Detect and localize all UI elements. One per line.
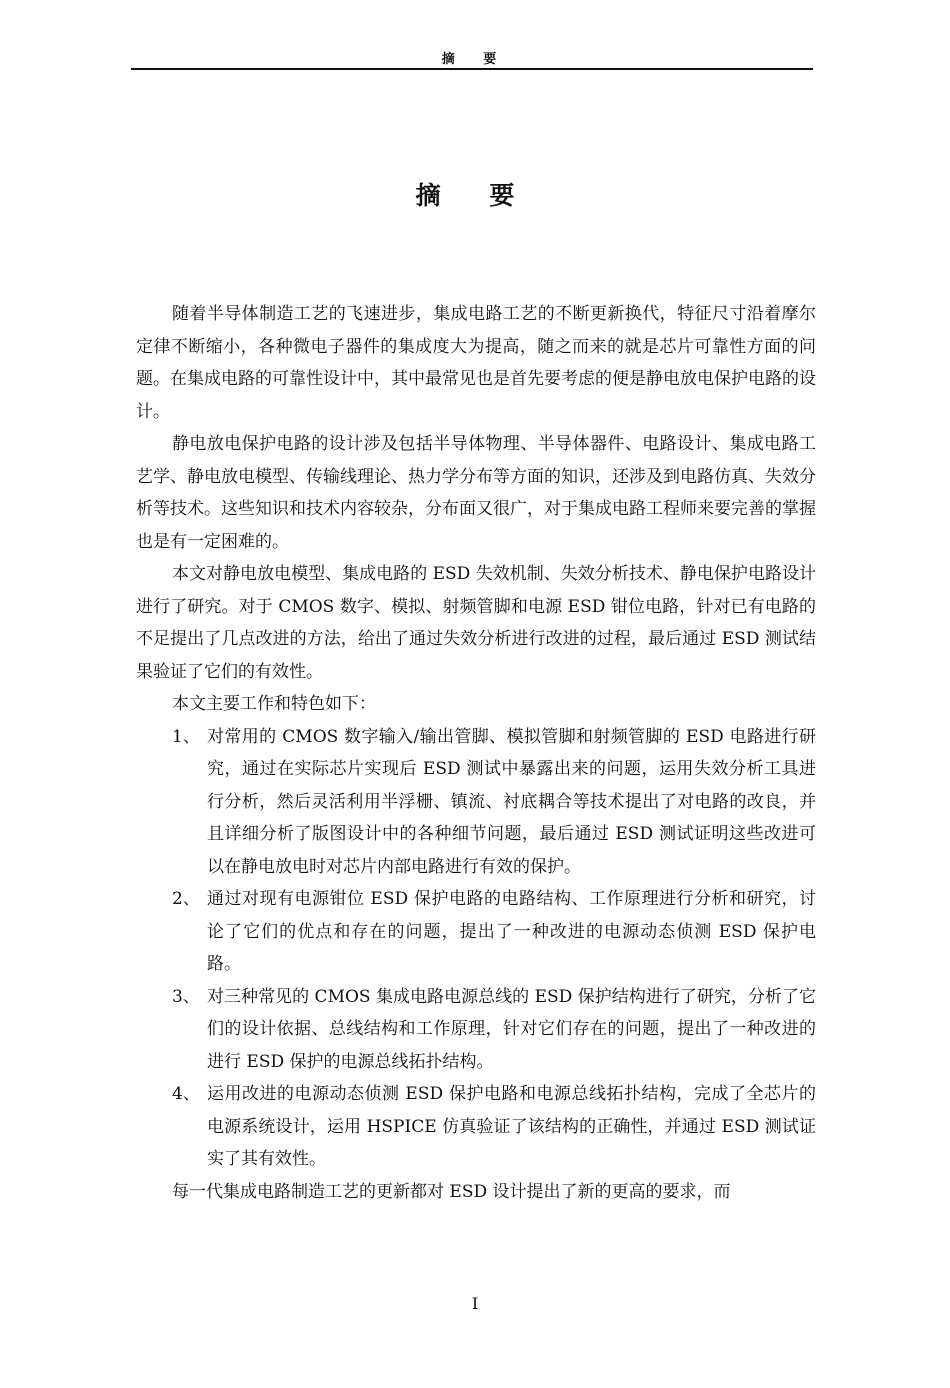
list-text: 通过对现有电源钳位 ESD 保护电路的电路结构、工作原理进行分析和研究，讨论了它们的优点和存在的问题，提出了一种改进的电源动态侦测 ESD 保护电路。	[207, 889, 816, 974]
list-number: 3、	[172, 986, 200, 1007]
list-item	[136, 1078, 816, 1176]
paragraph: 静电放电保护电路的设计涉及包括半导体物理、半导体器件、电路设计、集成电路工艺学、静电放电模型、传输线理论、热力学分布等方面的知识，还涉及到电路仿真、失效分析等技术。这些知识和技术内容较杂，分布面又很广，对于集成电路工程师来要完善的掌握也是有一定困难的。	[136, 434, 816, 552]
list-text: 运用改进的电源动态侦测 ESD 保护电路和电源总线拓扑结构，完成了全芯片的电源系统设计，运用 HSPICE 仿真验证了该结构的正确性，并通过 ESD 测试证实了其有效性。	[207, 1084, 816, 1169]
list-text: 对三种常见的 CMOS 集成电路电源总线的 ESD 保护结构进行了研究，分析了它们的设计依据、总线结构和工作原理，针对它们存在的问题，提出了一种改进的进行 ESD 保护的电源总线拓扑结构。	[207, 986, 816, 1072]
list-item	[136, 883, 816, 981]
running-header: 摘 要	[441, 52, 509, 67]
list-text: 对常用的 CMOS 数字输入/输出管脚、模拟管脚和射频管脚的 ESD 电路进行研究，通过在实际芯片实现后 ESD 测试中暴露出来的问题，运用失效分析工具进行分析，然后灵活利用半浮栅、镇流、衬底耦合等技术提出了对电路的改良，并且详细分析了版图设计中的各种细节问题，最后通过 ESD 测试证明这些改进可以在静电放电时对芯片内部电路进行有效的保护。	[207, 726, 816, 877]
list-number: 1、	[172, 726, 200, 747]
paragraph: 本文对静电放电模型、集成电路的 ESD 失效机制、失效分析技术、静电保护电路设计进行了研究。对于 CMOS 数字、模拟、射频管脚和电源 ESD 钳位电路，针对已有电路的不足提出了几点改进的方法，给出了通过失效分析进行改进的过程，最后通过 ESD 测试结果验证了它们的有效性。	[136, 564, 816, 682]
page-number: I	[471, 1294, 479, 1313]
contribution-list	[136, 721, 816, 1176]
list-number: 2、	[172, 889, 200, 909]
header-rule	[131, 68, 813, 70]
paragraph: 本文主要工作和特色如下：	[172, 694, 376, 714]
list-number: 4、	[172, 1084, 200, 1104]
page-title: 摘 要	[415, 181, 535, 210]
paragraph: 随着半导体制造工艺的飞速进步，集成电路工艺的不断更新换代，特征尺寸沿着摩尔定律不断缩小，各种微电子器件的集成度大为提高，随之而来的就是芯片可靠性方面的问题。在集成电路的可靠性设计中，其中最常见也是首先要考虑的便是静电放电保护电路的设计。	[136, 304, 816, 422]
list-item	[136, 981, 816, 1079]
closing-paragraph: 每一代集成电路制造工艺的更新都对 ESD 设计提出了新的更高的要求，而	[172, 1181, 731, 1202]
abstract-body	[136, 298, 816, 1208]
list-item	[136, 721, 816, 884]
